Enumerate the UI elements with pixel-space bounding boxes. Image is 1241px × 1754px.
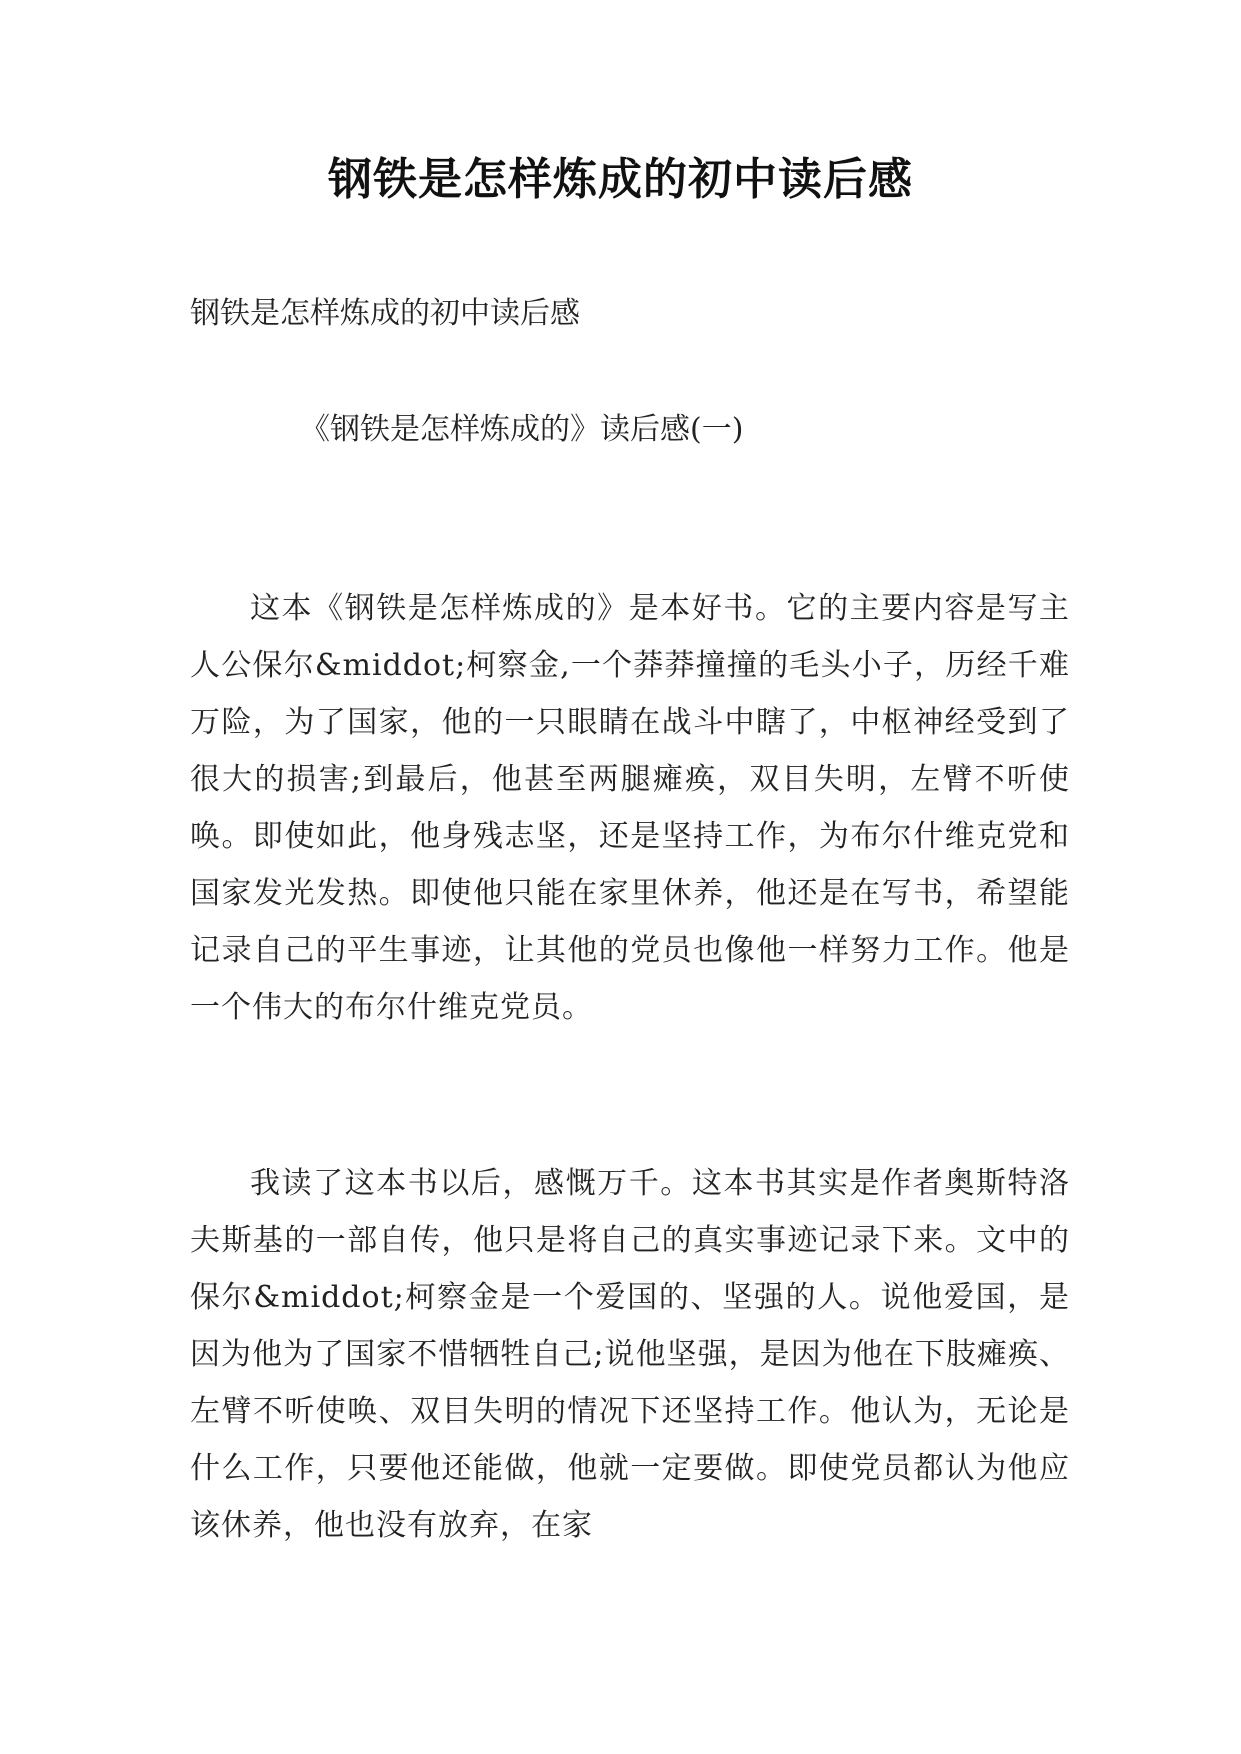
document-subtitle: 钢铁是怎样炼成的初中读后感 — [190, 296, 580, 331]
body-paragraph-1: 这本《钢铁是怎样炼成的》是本好书。它的主要内容是写主人公保尔&middot;柯察金,一个莽莽撞撞的毛头小子，历经千难万险，为了国家，他的一只眼睛在战斗中瞎了，中枢神经受到了很大的损害;到最后，他甚至两腿瘫痪，双目失明，左臂不听使唤。即使如此，他身残志坚，还是坚持工作，为布尔什维克党和国家发光发热。即使他只能在家里休养，他还是在写书，希望能记录自己的平生事迹，让其他的党员也像他一样努力工作。他是一个伟大的布尔什维克党员。 — [190, 591, 1070, 1025]
body-paragraph-2: 我读了这本书以后，感慨万千。这本书其实是作者奥斯特洛夫斯基的一部自传，他只是将自己的真实事迹记录下来。文中的保尔&middot;柯察金是一个爱国的、坚强的人。说他爱国，是因为他为了国家不惜牺牲自己;说他坚强，是因为他在下肢瘫痪、左臂不听使唤、双目失明的情况下还坚持工作。他认为，无论是什么工作，只要他还能做，他就一定要做。即使党员都认为他应该休养，他也没有放弃，在家 — [190, 1166, 1070, 1543]
document-title: 钢铁是怎样炼成的初中读后感 — [328, 154, 913, 205]
section-heading: 《钢铁是怎样炼成的》读后感(一) — [300, 412, 744, 447]
